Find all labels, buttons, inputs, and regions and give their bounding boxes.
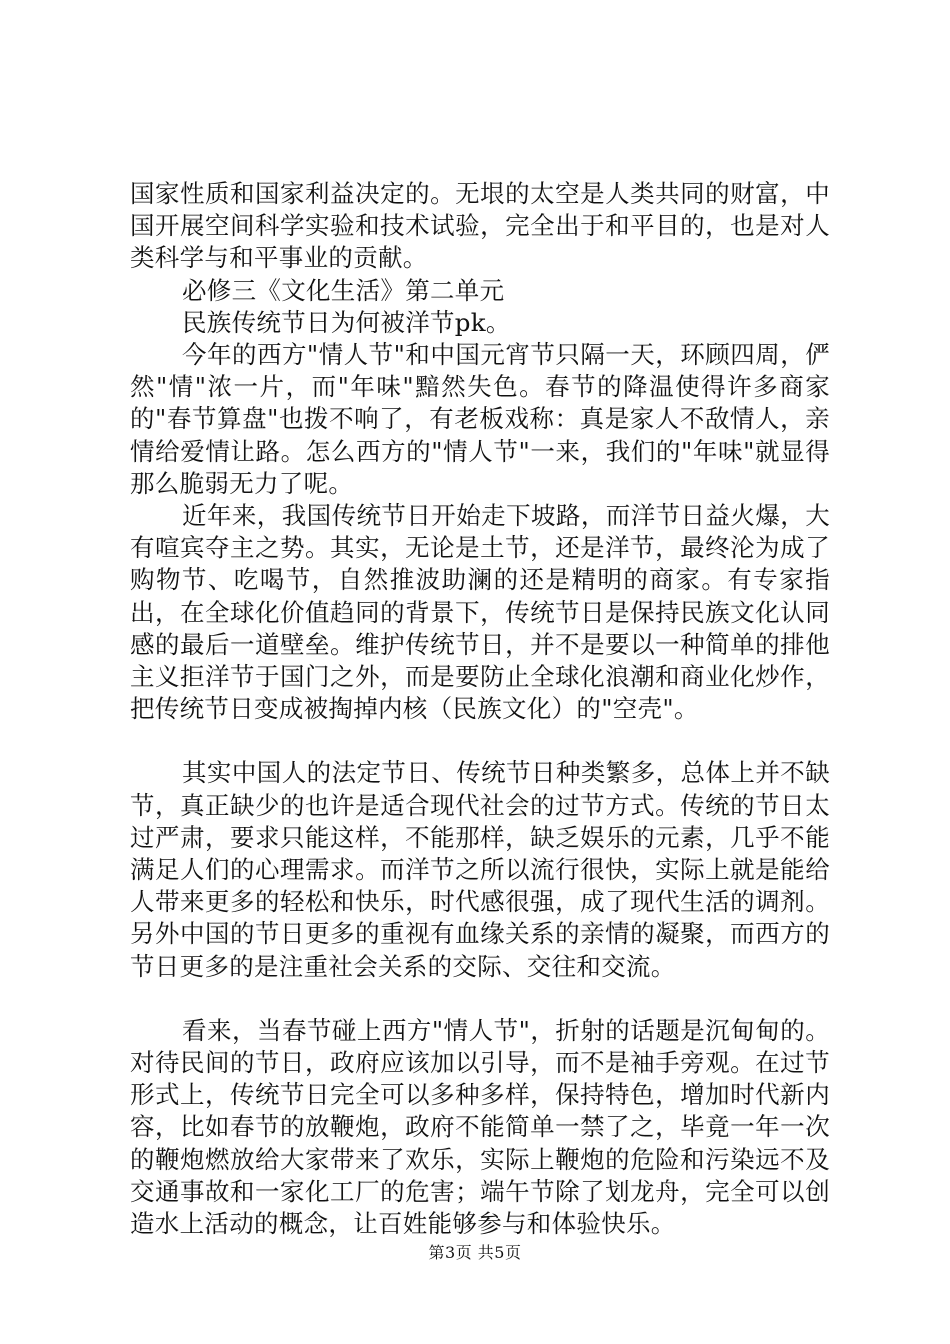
- paragraph: 国家性质和国家利益决定的。无垠的太空是人类共同的财富，中国开展空间科学实验和技术试验，完全出于和平目的，也是对人类科学与和平事业的贡献。: [130, 179, 830, 273]
- paragraph: 其实中国人的法定节日、传统节日种类繁多，总体上并不缺节，真正缺少的也许是适合现代社会的过节方式。传统的节日太过严肃，要求只能这样，不能那样，缺乏娱乐的元素，几乎不能满足人们的心理需求。而洋节之所以流行很快，实际上就是能给人带来更多的轻松和快乐，时代感很强，成了现代生活的调剂。另外中国的节日更多的重视有血缘关系的亲情的凝聚，而西方的节日更多的是注重社会关系的交际、交往和交流。: [130, 758, 830, 981]
- document-body: [130, 178, 830, 1240]
- paragraph-spacer: [130, 725, 830, 757]
- article-title: 民族传统节日为何被洋节pk。: [182, 307, 511, 337]
- paragraph-spacer: [130, 983, 830, 1015]
- paragraph: 今年的西方"情人节"和中国元宵节只隔一天，环顾四周，俨然"情"浓一片，而"年味"黯然失色。春节的降温使得许多商家的"春节算盘"也拨不响了，有老板戏称：真是家人不敌情人，亲情给爱情让路。怎么西方的"情人节"一来，我们的"年味"就显得那么脆弱无力了呢。: [130, 340, 830, 498]
- paragraph: 近年来，我国传统节日开始走下坡路，而洋节日益火爆，大有喧宾夺主之势。其实，无论是土节，还是洋节，最终沦为成了购物节、吃喝节，自然推波助澜的还是精明的商家。有专家指出，在全球化价值趋同的背景下，传统节日是保持民族文化认同感的最后一道壁垒。维护传统节日，并不是要以一种简单的排他主义拒洋节于国门之外，而是要防止全球化浪潮和商业化炒作，把传统节日变成被掏掉内核（民族文化）的"空壳"。: [130, 501, 830, 724]
- paragraph: 看来，当春节碰上西方"情人节"，折射的话题是沉甸甸的。对待民间的节日，政府应该加以引导，而不是袖手旁观。在过节形式上，传统节日完全可以多种多样，保持特色，增加时代新内容，比如春节的放鞭炮，政府不能简单一禁了之，毕竟一年一次的鞭炮燃放给大家带来了欢乐，实际上鞭炮的危险和污染远不及交通事故和一家化工厂的危害；端午节除了划龙舟，完全可以创造水上活动的概念，让百姓能够参与和体验快乐。: [130, 1015, 830, 1239]
- section-heading: 必修三《文化生活》第二单元: [182, 275, 505, 305]
- page-number-footer: 第3页 共5页: [428, 1243, 522, 1262]
